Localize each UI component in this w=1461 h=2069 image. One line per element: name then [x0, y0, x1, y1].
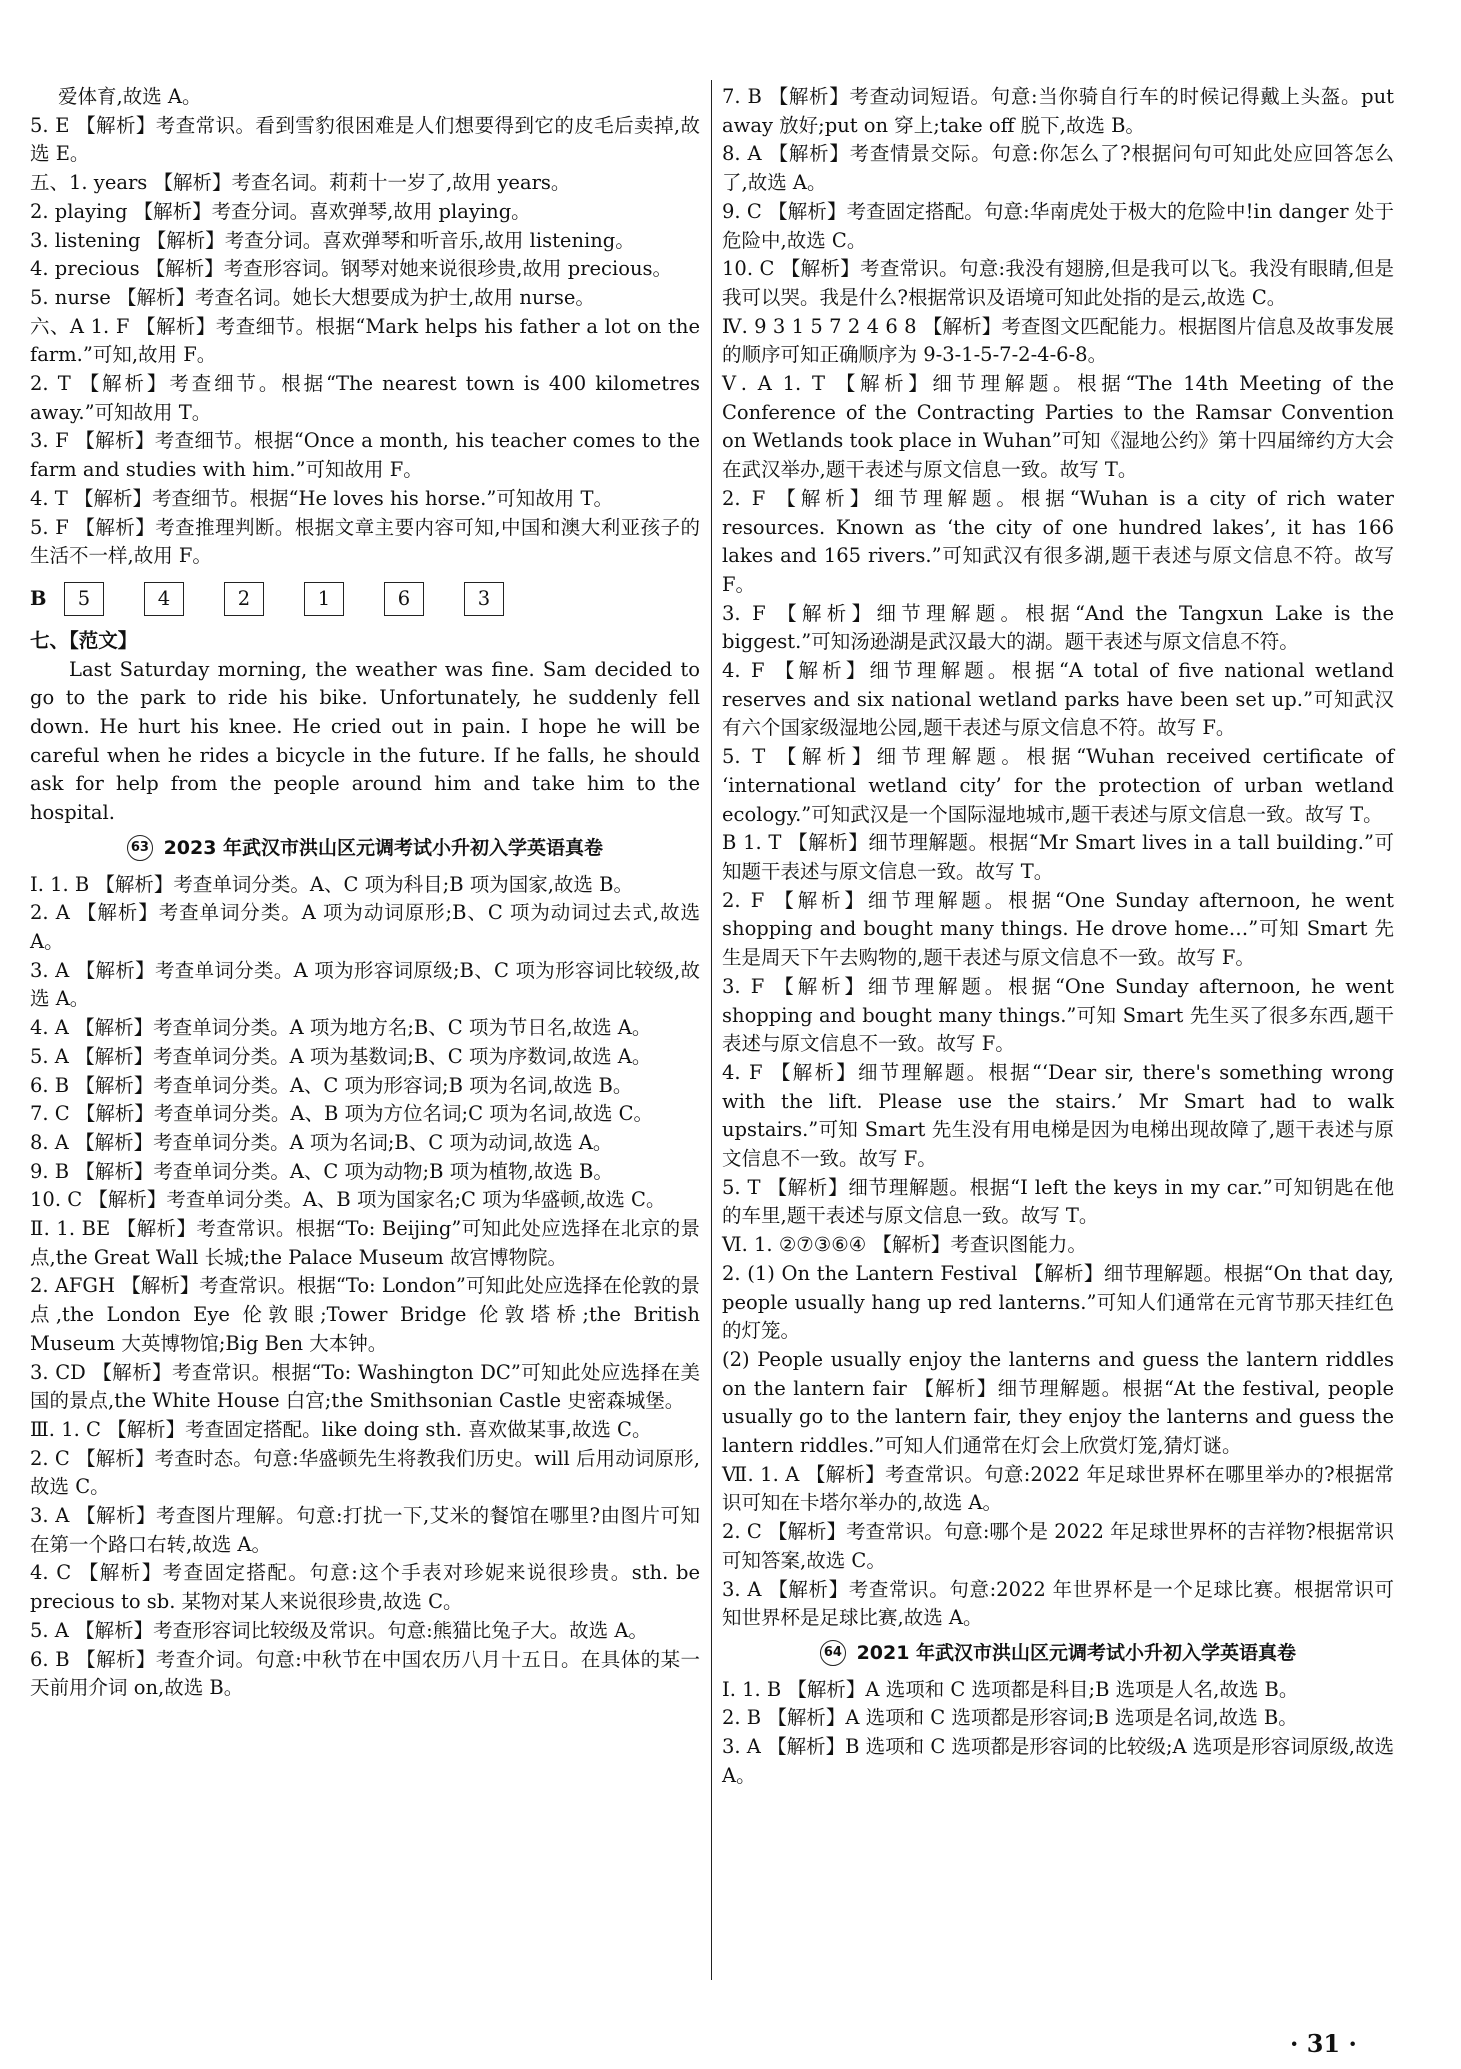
section-title: 2021 年武汉市洪山区元调考试小升初入学英语真卷 — [856, 1641, 1297, 1664]
answer-item: 6. B 【解析】考查单词分类。A、C 项为形容词;B 项为名词,故选 B。 — [30, 1073, 633, 1097]
answer-item: 2. F 【解析】细节理解题。根据“One Sunday afternoon, he went shopping and bought many things. He drove home…”可知 Smart 先生是周天下午去购物的,题干表述与原文信息不一致。故写 F。 — [722, 888, 1394, 970]
answer-item: 3. F 【解析】细节理解题。根据“One Sunday afternoon, he went shopping and bought many things.”可知 Smart 先生买了很多东西,题干表述与原文信息不一致。故写 F。 — [722, 974, 1394, 1056]
answer-item: 7. B 【解析】考查动词短语。句意:当你骑自行车的时候记得戴上头盔。put away 放好;put on 穿上;take off 脱下,故选 B。 — [722, 85, 1394, 137]
box-row-label: B — [30, 586, 47, 610]
answer-item: 10. C 【解析】考查常识。句意:我没有翅膀,但是我可以飞。我没有眼睛,但是我可以哭。我是什么?根据常识及语境可知此处指的是云,故选 C。 — [722, 257, 1394, 309]
section-title: 2023 年武汉市洪山区元调考试小升初入学英语真卷 — [163, 836, 604, 859]
answer-item: 2. B 【解析】A 选项和 C 选项都是形容词;B 选项是名词,故选 B。 — [722, 1706, 1298, 1730]
answer-item: (2) People usually enjoy the lanterns and guess the lantern riddles on the lantern fair 【解析】细节理解题。根据“At the festival, people usually go to the lantern fair, they enjoy the lanterns and guess the lantern riddles.”可知人们通常在灯会上欣赏灯笼,猜灯谜。 — [722, 1347, 1394, 1458]
section-heading-63 — [30, 834, 700, 863]
answer-item: 2. C 【解析】考查时态。句意:华盛顿先生将教我们历史。will 后用动词原形,故选 C。 — [30, 1446, 700, 1499]
answer-item: Ⅳ. 9 3 1 5 7 2 4 6 8 【解析】考查图文匹配能力。根据图片信息及故事发展的顺序可知正确顺序为 9-3-1-5-7-2-4-6-8。 — [722, 314, 1394, 367]
answer-item: 2. playing 【解析】考查分词。喜欢弹琴,故用 playing。 — [30, 199, 531, 223]
answer-item: 5. nurse 【解析】考查名词。她长大想要成为护士,故用 nurse。 — [30, 285, 595, 309]
answer-item: Ⅲ. 1. C 【解析】考查固定搭配。like doing sth. 喜欢做某事,故选 C。 — [30, 1417, 652, 1441]
answer-item: 3. A 【解析】考查图片理解。句意:打扰一下,艾米的餐馆在哪里?由图片可知在第一个路口右转,故选 A。 — [30, 1504, 700, 1556]
answer-box: 3 — [464, 582, 504, 616]
answer-item: 4. F 【解析】细节理解题。根据“A total of five national wetland reserves and six national wetland parks have been set up.”可知武汉有六个国家级湿地公园,题干表述与原文信息不符。故写 F。 — [722, 659, 1394, 740]
answer-item: 8. A 【解析】考查情景交际。句意:你怎么了?根据问句可知此处应回答怎么了,故选 A。 — [722, 142, 1394, 195]
answer-item: 9. B 【解析】考查单词分类。A、C 项为动物;B 项为植物,故选 B。 — [30, 1159, 613, 1183]
essay-title: 七、【范文】 — [30, 628, 138, 652]
column-divider — [711, 80, 712, 1980]
answer-box: 1 — [304, 582, 344, 616]
answer-item: 7. C 【解析】考查单词分类。A、B 项为方位名词;C 项为名词,故选 C。 — [30, 1102, 654, 1126]
section-number: 64 — [820, 1640, 846, 1666]
right-answers-part1 — [722, 83, 1394, 1633]
answer-item: 5. T 【解析】细节理解题。根据“Wuhan received certificate of ‘international wetland city’ for the protection of urban wetland ecology.”可知武汉是一个国际湿地城市,题干表述与原文信息一致。故写 T。 — [722, 745, 1394, 826]
answer-item: Ⅴ. A 1. T 【解析】细节理解题。根据“The 14th Meeting of the Conference of the Contracting Parties to the Ramsar Convention on Wetlands took place in Wuhan”可知《湿地公约》第十四届缔约方大会在武汉举办,题干表述与原文信息一致。故写 T。 — [722, 372, 1394, 482]
answer-item: 2. C 【解析】考查常识。句意:哪个是 2022 年足球世界杯的吉祥物?根据常识可知答案,故选 C。 — [722, 1520, 1394, 1572]
right-column — [722, 83, 1394, 1790]
answer-item: 5. A 【解析】考查单词分类。A 项为基数词;B、C 项为序数词,故选 A。 — [30, 1044, 652, 1068]
section-heading-64 — [722, 1639, 1394, 1668]
answer-item: 6. B 【解析】考查介词。句意:中秋节在中国农历八月十五日。在具体的某一天前用介词 on,故选 B。 — [30, 1647, 700, 1700]
answer-item: 5. A 【解析】考查形容词比较级及常识。句意:熊猫比兔子大。故选 A。 — [30, 1618, 648, 1642]
section-number: 63 — [127, 835, 153, 861]
answer-item: 3. A 【解析】B 选项和 C 选项都是形容词的比较级;A 选项是形容词原级,故选 A。 — [722, 1735, 1394, 1787]
answer-item: 4. F 【解析】细节理解题。根据“‘Dear sir, there's something wrong with the lift. Please use the stairs.’ Mr Smart had to walk upstairs.”可知 Smart 先生没有用电梯是因为电梯出现故障了,题干表述与原文信息不一致。故写 F。 — [722, 1060, 1394, 1171]
answer-item: 4. precious 【解析】考查形容词。钢琴对她来说很珍贵,故用 precious。 — [30, 257, 673, 281]
answer-item: 爱体育,故选 A。 — [58, 85, 202, 108]
answer-item: Ⅱ. 1. BE 【解析】考查常识。根据“To: Beijing”可知此处应选择在北京的景点,the Great Wall 长城;the Palace Museum 故宫博物院。 — [30, 1217, 700, 1269]
answer-item: 8. A 【解析】考查单词分类。A 项为名词;B、C 项为动词,故选 A。 — [30, 1130, 613, 1154]
answer-item: 4. A 【解析】考查单词分类。A 项为地方名;B、C 项为节日名,故选 A。 — [30, 1016, 652, 1040]
answer-item: 2. F 【解析】细节理解题。根据“Wuhan is a city of rich water resources. Known as ‘the city of one hundred lakes’, it has 166 lakes and 165 rivers.”可知武汉有很多湖,题干表述与原文信息不符。故写 F。 — [722, 486, 1394, 596]
answer-box: 6 — [384, 582, 424, 616]
answer-item: 3. F 【解析】考查细节。根据“Once a month, his teacher comes to the farm and studies with him.”可知故用 F。 — [30, 429, 700, 482]
answer-item: 2. AFGH 【解析】考查常识。根据“To: London”可知此处应选择在伦敦的景点,the London Eye 伦敦眼;Tower Bridge 伦敦塔桥;the British Museum 大英博物馆;Big Ben 大本钟。 — [30, 1274, 700, 1355]
answer-item: 5. E 【解析】考查常识。看到雪豹很困难是人们想要得到它的皮毛后卖掉,故选 E。 — [30, 113, 700, 166]
answer-item: 9. C 【解析】考查固定搭配。句意:华南虎处于极大的危险中!in danger 处于危险中,故选 C。 — [722, 199, 1394, 252]
essay-text: Last Saturday morning, the weather was fine. Sam decided to go to the park to ride his bike. Unfortunately, he suddenly fell down. He hurt his knee. He cried out in pain. I hope he will be careful when he rides a bicycle in the future. If he falls, he should ask for help from the people around him and take him to the hospital. — [30, 657, 700, 825]
answer-box: 4 — [144, 582, 184, 616]
answer-item: 3. F 【解析】细节理解题。根据“And the Tangxun Lake is the biggest.”可知汤逊湖是武汉最大的湖。题干表述与原文信息不符。 — [722, 601, 1394, 654]
answer-item: 2. (1) On the Lantern Festival 【解析】细节理解题。根据“On that day, people usually hang up red lanterns.”可知人们通常在元宵节那天挂红色的灯笼。 — [722, 1261, 1394, 1343]
answer-item: Ⅰ. 1. B 【解析】考查单词分类。A、C 项为科目;B 项为国家,故选 B。 — [30, 872, 633, 896]
left-answers-part1 — [30, 83, 700, 571]
answer-item: 3. CD 【解析】考查常识。根据“To: Washington DC”可知此处应选择在美国的景点,the White House 白宫;the Smithsonian Castle 史密森城堡。 — [30, 1360, 700, 1413]
page-number: · 31 · — [1290, 2029, 1357, 2058]
answer-item: 5. F 【解析】考查推理判断。根据文章主要内容可知,中国和澳大利亚孩子的生活不一样,故用 F。 — [30, 515, 700, 568]
answer-item: 4. T 【解析】考查细节。根据“He loves his horse.”可知故用 T。 — [30, 486, 614, 510]
right-answers-part2 — [722, 1676, 1394, 1791]
answer-item: 10. C 【解析】考查单词分类。A、B 项为国家名;C 项为华盛顿,故选 C。 — [30, 1188, 666, 1212]
answer-item: Ⅵ. 1. ②⑦③⑥④ 【解析】考查识图能力。 — [722, 1233, 1087, 1257]
answer-item: 六、A 1. F 【解析】考查细节。根据“Mark helps his father a lot on the farm.”可知,故用 F。 — [30, 314, 700, 367]
answer-item: 3. A 【解析】考查常识。句意:2022 年世界杯是一个足球比赛。根据常识可知世界杯是足球比赛,故选 A。 — [722, 1577, 1394, 1630]
answer-item: 2. T 【解析】考查细节。根据“The nearest town is 400 kilometres away.”可知故用 T。 — [30, 372, 700, 424]
answer-item: 3. listening 【解析】考查分词。喜欢弹琴和听音乐,故用 listening。 — [30, 228, 635, 252]
left-answers-part2 — [30, 871, 700, 1703]
left-column — [30, 83, 700, 1703]
answer-item: 五、1. years 【解析】考查名词。莉莉十一岁了,故用 years。 — [30, 171, 571, 195]
answer-box-row — [30, 580, 700, 618]
answer-item: 5. T 【解析】细节理解题。根据“I left the keys in my car.”可知钥匙在他的车里,题干表述与原文信息一致。故写 T。 — [722, 1175, 1394, 1228]
answer-box: 5 — [64, 582, 104, 616]
answer-item: Ⅰ. 1. B 【解析】A 选项和 C 选项都是科目;B 选项是人名,故选 B。 — [722, 1677, 1299, 1701]
answer-item: B 1. T 【解析】细节理解题。根据“Mr Smart lives in a tall building.”可知题干表述与原文信息一致。故写 T。 — [722, 831, 1394, 883]
answer-box: 2 — [224, 582, 264, 616]
answer-item: 2. A 【解析】考查单词分类。A 项为动词原形;B、C 项为动词过去式,故选 A。 — [30, 901, 700, 953]
answer-item: 4. C 【解析】考查固定搭配。句意:这个手表对珍妮来说很珍贵。sth. be precious to sb. 某物对某人来说很珍贵,故选 C。 — [30, 1561, 700, 1614]
answer-item: Ⅶ. 1. A 【解析】考查常识。句意:2022 年足球世界杯在哪里举办的?根据常识可知在卡塔尔举办的,故选 A。 — [722, 1462, 1394, 1515]
answer-item: 3. A 【解析】考查单词分类。A 项为形容词原级;B、C 项为形容词比较级,故选 A。 — [30, 958, 700, 1011]
